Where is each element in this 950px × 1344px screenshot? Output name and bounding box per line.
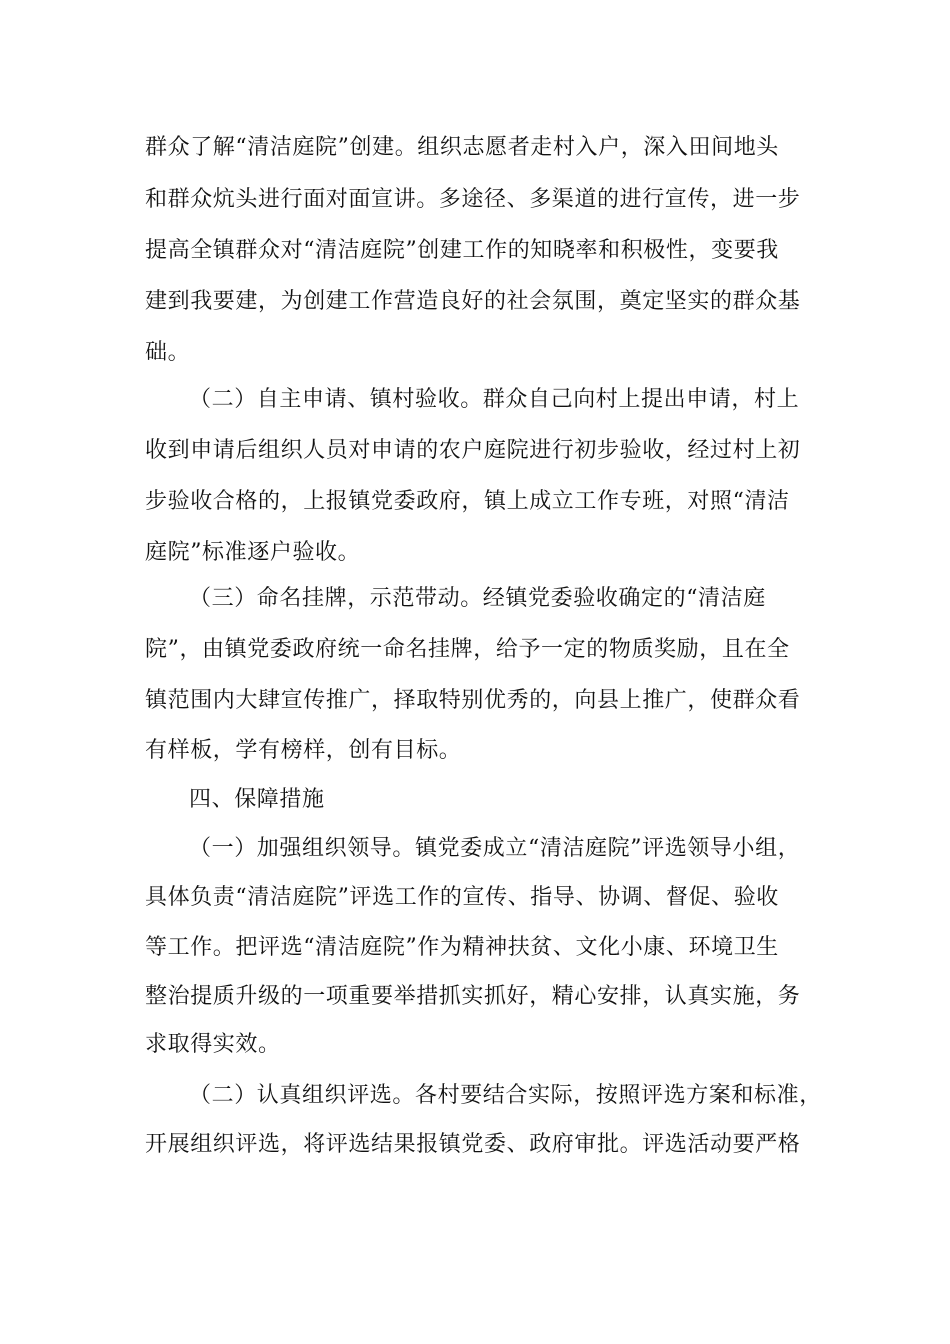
text-line: 础。 — [145, 340, 191, 365]
text-line: 开展组织评选，将评选结果报镇党委、政府审批。评选活动要严格 — [145, 1132, 801, 1157]
text-line: 整治提质升级的一项重要举措抓实抓好，精心安排，认真实施，务 — [145, 984, 801, 1009]
text-line: 求取得实效。 — [145, 1032, 281, 1057]
text-line: 镇范围内大肆宣传推广，择取特别优秀的，向县上推广，使群众看 — [145, 688, 801, 713]
paragraph-heading-line: （二）认真组织评选。各村要结合实际，按照评选方案和标准， — [189, 1083, 822, 1108]
text-line: 院”，由镇党委政府统一命名挂牌，给予一定的物质奖励，且在全 — [145, 637, 790, 662]
text-line: 有样板，学有榜样，创有目标。 — [145, 738, 462, 763]
text-line: 建到我要建，为创建工作营造良好的社会氛围，奠定坚实的群众基 — [145, 289, 801, 314]
text-line: 群众了解“清洁庭院”创建。组织志愿者走村入户，深入田间地头 — [145, 135, 779, 160]
text-line: 庭院”标准逐户验收。 — [145, 540, 361, 565]
text-line: 提高全镇群众对“清洁庭院”创建工作的知晓率和积极性，变要我 — [145, 238, 779, 263]
text-line: 具体负责“清洁庭院”评选工作的宣传、指导、协调、督促、验收 — [145, 885, 779, 910]
paragraph-heading-line: （二）自主申请、镇村验收。群众自己向村上提出申请，村上 — [189, 387, 800, 412]
paragraph-heading-line: （三）命名挂牌，示范带动。经镇党委验收确定的“清洁庭 — [189, 586, 766, 611]
text-line: 和群众炕头进行面对面宣讲。多途径、多渠道的进行宣传，进一步 — [145, 187, 801, 212]
text-line: 步验收合格的，上报镇党委政府，镇上成立工作专班，对照“清洁 — [145, 489, 790, 514]
section-heading: 四、保障措施 — [189, 787, 325, 812]
paragraph-heading-line: （一）加强组织领导。镇党委成立“清洁庭院”评选领导小组， — [189, 836, 801, 861]
text-line: 等工作。把评选“清洁庭院”作为精神扶贫、文化小康、环境卫生 — [145, 935, 779, 960]
text-line: 收到申请后组织人员对申请的农户庭院进行初步验收，经过村上初 — [145, 438, 801, 463]
